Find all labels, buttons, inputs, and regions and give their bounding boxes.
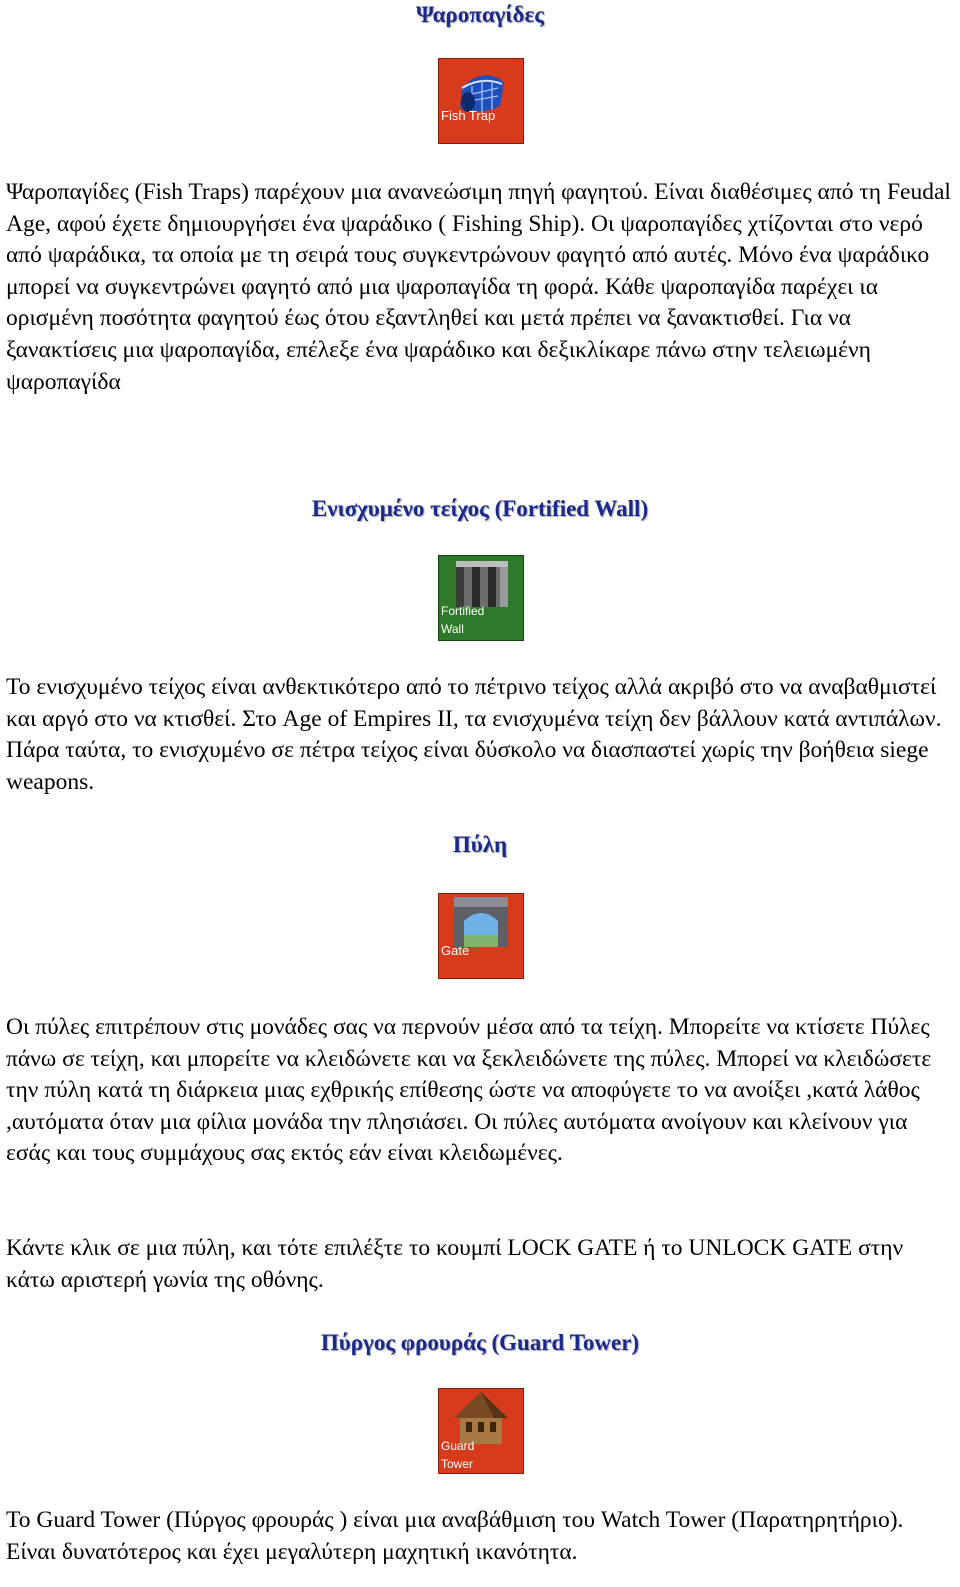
heading-gate: Πύλη [452, 832, 508, 857]
paragraph-guard-tower: Το Guard Tower (Πύργος φρουράς ) είναι μια αναβάθμιση του Watch Tower (Παρατηρητήριο). Είναι δυνατότερος και έχει μεγαλύτερη μαχητική ικανότητα. [6, 1507, 904, 1565]
heading-fish-traps: Ψαροπαγίδες [415, 2, 545, 27]
svg-text:Gate: Gate [441, 943, 470, 958]
guard-tower-icon [438, 1388, 524, 1474]
heading-guard-tower: Πύργος φρουράς (Guard Tower) [320, 1330, 640, 1355]
paragraph-gate-1: Οι πύλες επιτρέπουν στις μονάδες σας να περνούν μέσα από τα τείχη. Μπορείτε να κτίσετε Πύλες πάνω σε τείχη, και μπορείτε να κλειδώνετε και να ξεκλειδώνετε της πύλες. Μπορεί να κλειδώσετε την πύλη κατά τη διάρκεια μιας εχθρικής επίθεσης ώστε να αποφύγετε το να ανοίξει ,κατά λάθος ,αυτόματα όταν μια φίλια μονάδα την πλησιάσει. Οι πύλες αυτόματα ανοίγουν και κλείνουν για εσάς και τους συμμάχους σας εκτός εάν είναι κλειδωμένες. [6, 1014, 932, 1167]
heading-fortified-wall: Ενισχυμένο τείχος (Fortified Wall) [311, 496, 649, 521]
svg-text:Tower: Tower [441, 1457, 474, 1471]
svg-text:Guard: Guard [441, 1439, 475, 1453]
paragraph-gate-2: Κάντε κλικ σε μια πύλη, και τότε επιλέξτε το κουμπί LOCK GATE ή το UNLOCK GATE στην κάτω αριστερή γωνία της οθόνης. [6, 1235, 904, 1293]
paragraph-fish-traps: Ψαροπαγίδες (Fish Traps) παρέχουν μια ανανεώσιμη πηγή φαγητού. Είναι διαθέσιμες από τη Feudal Age, αφού έχετε δημιουργήσει ένα ψαράδικο ( Fishing Ship). Οι ψαροπαγίδες χτίζονται στο νερό από ψαράδικα, τα οποία με τη σειρά τους συγκεντρώνουν φαγητό από αυτές. Μόνο ένα ψαράδικο μπορεί να συγκεντρώνει φαγητό από μια ψαροπαγίδα τη φορά. Κάθε ψαροπαγίδα παρέχει ια ορισμένη ποσότητα φαγητού έως ότου εξαντληθεί και μετά πρέπει να ξανακτισθεί. Για να ξανακτίσεις μια ψαροπαγίδα, επέλεξε ένα ψαράδικο και δεξικλίκαρε πάνω στην τελειωμένη ψαροπαγίδα [6, 179, 951, 395]
svg-text:Fortified: Fortified [441, 604, 485, 618]
fish-trap-icon [438, 58, 524, 144]
svg-text:Fish Trap: Fish Trap [441, 108, 496, 123]
fortified-wall-icon [438, 555, 524, 641]
gate-icon [438, 893, 524, 979]
svg-text:Wall: Wall [441, 622, 464, 636]
paragraph-fortified-wall: Το ενισχυμένο τείχος είναι ανθεκτικότερο από το πέτρινο τείχος αλλά ακριβό στο να αναβαθμιστεί και αργό στο να κτισθεί. Στο Age of Empires II, τα ενισχυμένα τείχη δεν βάλλουν κατά αντιπάλων. Πάρα ταύτα, το ενισχυμένο σε πέτρα τείχος είναι δύσκολο να διασπαστεί χωρίς την βοήθεια siege weapons. [6, 674, 942, 795]
